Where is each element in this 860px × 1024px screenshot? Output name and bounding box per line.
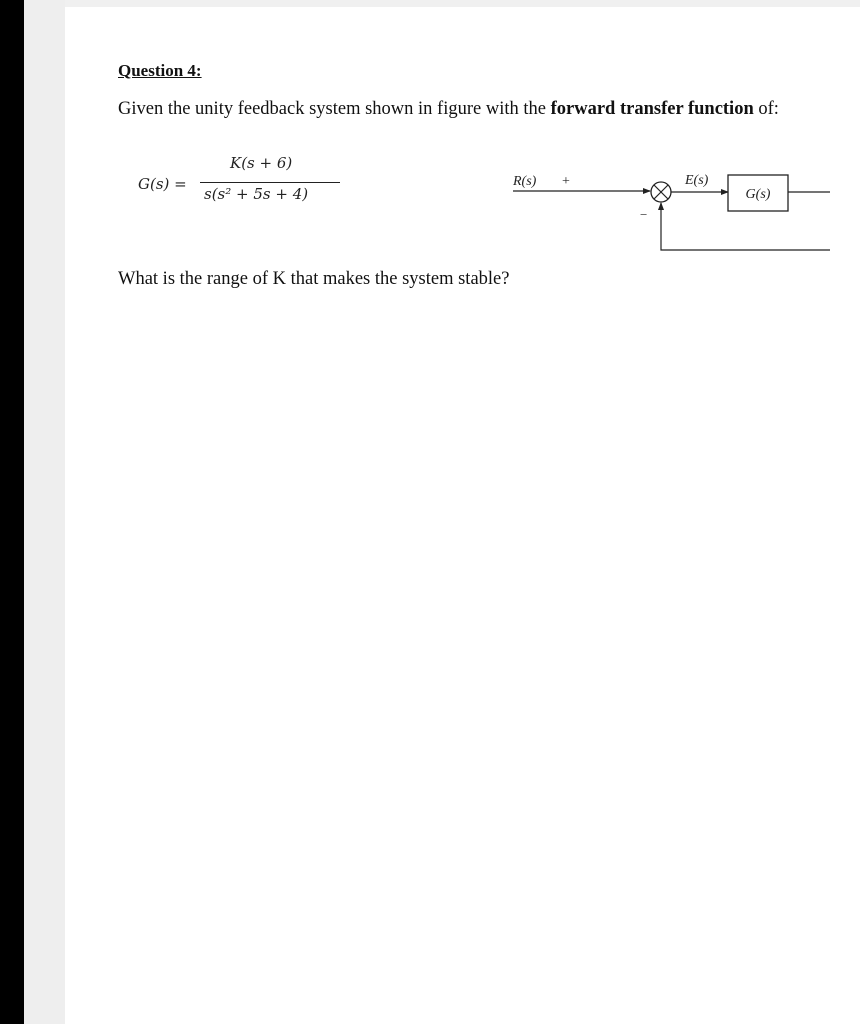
document-page: [65, 7, 860, 1024]
intro-bold: forward transfer function: [550, 99, 754, 119]
fraction-bar: [200, 182, 340, 183]
summing-junction: [651, 182, 671, 202]
question-title: Question 4:: [118, 61, 202, 80]
plus-sign: +: [562, 174, 570, 189]
intro-suffix: of:: [753, 99, 779, 119]
feedback-block-diagram: [510, 157, 830, 257]
block-label: G(s): [745, 187, 771, 202]
intro-prefix: Given the unity feedback system shown in figure with the: [118, 99, 551, 119]
left-dark-border: [0, 0, 24, 1024]
minus-sign: −: [640, 207, 648, 222]
left-margin: [24, 0, 65, 1024]
input-label: R(s): [513, 174, 537, 189]
equation-denominator: s(s² + 5s + 4): [204, 185, 309, 203]
equation-lhs: G(s) =: [138, 175, 187, 193]
equation-numerator: K(s + 6): [230, 154, 293, 172]
question-prompt: What is the range of K that makes the system stable?: [118, 269, 510, 289]
question-intro: [118, 99, 779, 120]
error-label: E(s): [685, 173, 709, 188]
